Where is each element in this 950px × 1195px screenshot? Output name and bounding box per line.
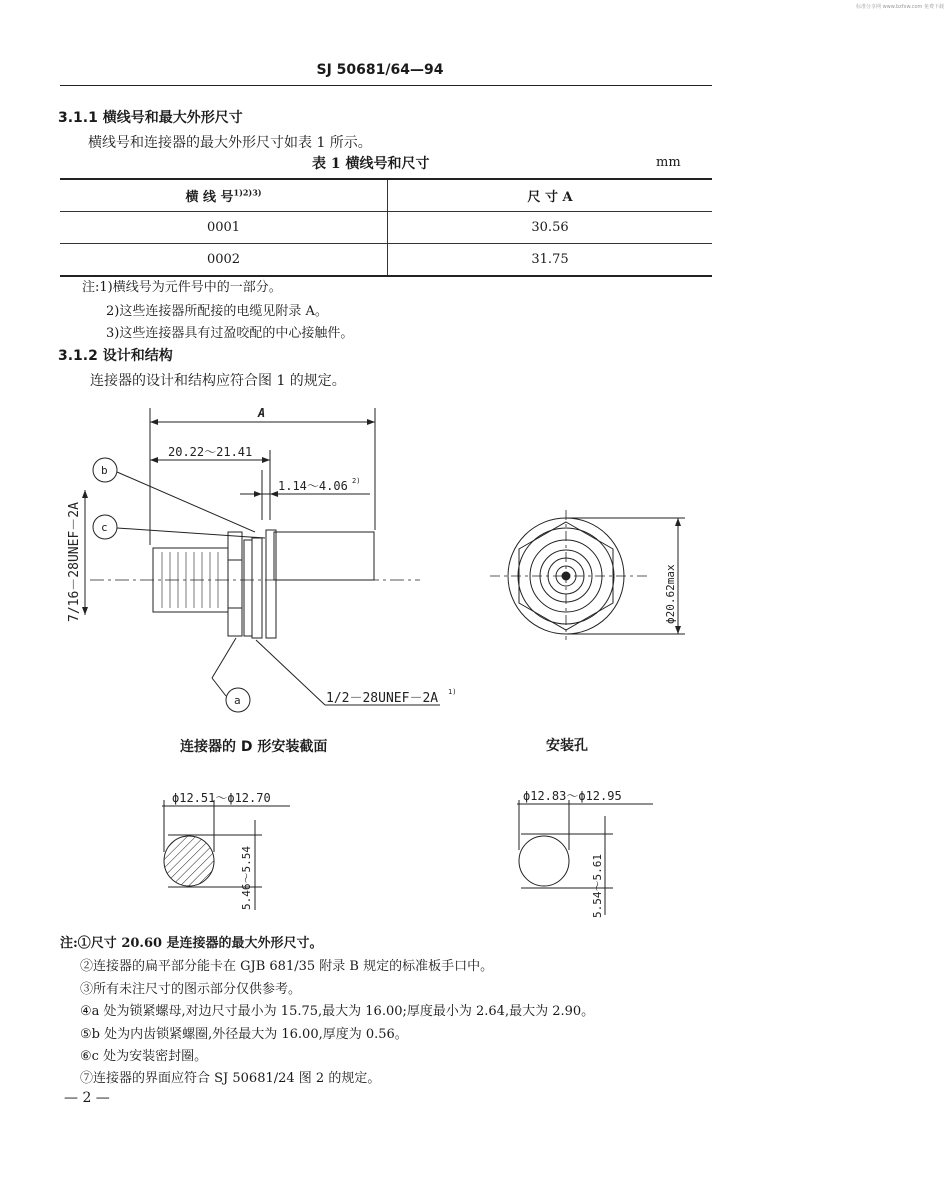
callout-c-label: c (101, 521, 108, 534)
page-number: — 2 — (64, 1090, 110, 1106)
lock-washer (244, 540, 252, 636)
thread-bottom-label: 1/2－28UNEF－2A (326, 691, 439, 706)
table-header-row (60, 179, 712, 212)
mount-hole-flat-label: 5.54～5.61 (591, 854, 604, 918)
connector-body (274, 532, 374, 580)
connector-side-view (40, 400, 480, 720)
col-header-code: 横 线 号$^{1)2)3)}$ (60, 179, 388, 212)
lock-nut (228, 532, 242, 636)
mount-hole-detail (505, 780, 655, 920)
cell-code: 0001 (60, 212, 388, 244)
thread-left-label: 7/16－28UNEF－2A (67, 502, 82, 622)
figure-note-5: ⑤b 处为内齿锁紧螺圈,外径最大为 16.00,厚度为 0.56。 (80, 1027, 408, 1042)
figure-note-2: ②连接器的扁平部分能卡在 GJB 681/35 附录 B 规定的标准板手口中。 (80, 959, 494, 974)
d-section-label: 连接器的 D 形安装截面 (180, 739, 328, 755)
mount-hole-shape (519, 836, 569, 886)
section-312-intro: 连接器的设计和结构应符合图 1 的规定。 (90, 373, 346, 389)
callout-b-label: b (101, 464, 108, 477)
mount-hole-dia-label: ϕ12.83～ϕ12.95 (523, 789, 622, 803)
dim-flat-label: 1.14～4.06 (278, 479, 348, 493)
doc-number-header: SJ 50681/64—94 (316, 62, 444, 78)
header-rule (60, 85, 712, 86)
figure-note-4: ④a 处为锁紧螺母,对边尺寸最小为 15.75,最大为 16.00;厚度最小为 2.64,最大为 2.90。 (80, 1004, 595, 1019)
cell-size: 30.56 (388, 212, 713, 244)
section-311-intro: 横线号和连接器的最大外形尺寸如表 1 所示。 (88, 135, 372, 151)
d-section-flat-label: 5.46～5.54 (240, 846, 253, 910)
col-header-size: 尺 寸 A (388, 179, 713, 212)
dim-flat-sup: 2) (352, 477, 361, 485)
section-311-heading: 3.1.1 横线号和最大外形尺寸 (58, 110, 243, 126)
connector-front-view (490, 510, 700, 640)
figure-note-3: ③所有未注尺寸的图示部分仅供参考。 (80, 982, 302, 997)
table1 (60, 178, 712, 277)
table-row (60, 244, 712, 277)
d-section-detail (150, 780, 290, 915)
figure-note-7: ⑦连接器的界面应符合 SJ 50681/24 图 2 的规定。 (80, 1071, 381, 1086)
diameter-max-label: ϕ20.62max (664, 564, 677, 624)
corner-stamp: 标准分享网 www.bzfxw.com 免费下载 (856, 4, 944, 10)
dim-length-label: 20.22～21.41 (168, 445, 253, 459)
table-note-2: 2)这些连接器所配接的电缆见附录 A。 (106, 304, 328, 319)
thread-bottom-sup: 1) (448, 688, 457, 696)
table1-caption: 表 1 横线号和尺寸 (312, 156, 430, 172)
cell-size: 31.75 (388, 244, 713, 277)
mount-hole-label: 安装孔 (546, 738, 588, 754)
cell-code: 0002 (60, 244, 388, 277)
table-note-1: 注:1)横线号为元件号中的一部分。 (82, 280, 282, 295)
d-section-dia-label: ϕ12.51～ϕ12.70 (172, 791, 271, 805)
figure-note-6: ⑥c 处为安装密封圈。 (80, 1049, 208, 1064)
d-section-shape (164, 836, 214, 886)
callout-a-label: a (234, 694, 241, 707)
table1-unit: mm (656, 155, 681, 170)
figure-note-1: 注:①尺寸 20.60 是连接器的最大外形尺寸。 (60, 936, 323, 951)
dim-a-label: A (258, 406, 266, 420)
table-note-3: 3)这些连接器具有过盈咬配的中心接触件。 (106, 326, 354, 341)
section-312-heading: 3.1.2 设计和结构 (58, 348, 173, 364)
table-row (60, 212, 712, 244)
